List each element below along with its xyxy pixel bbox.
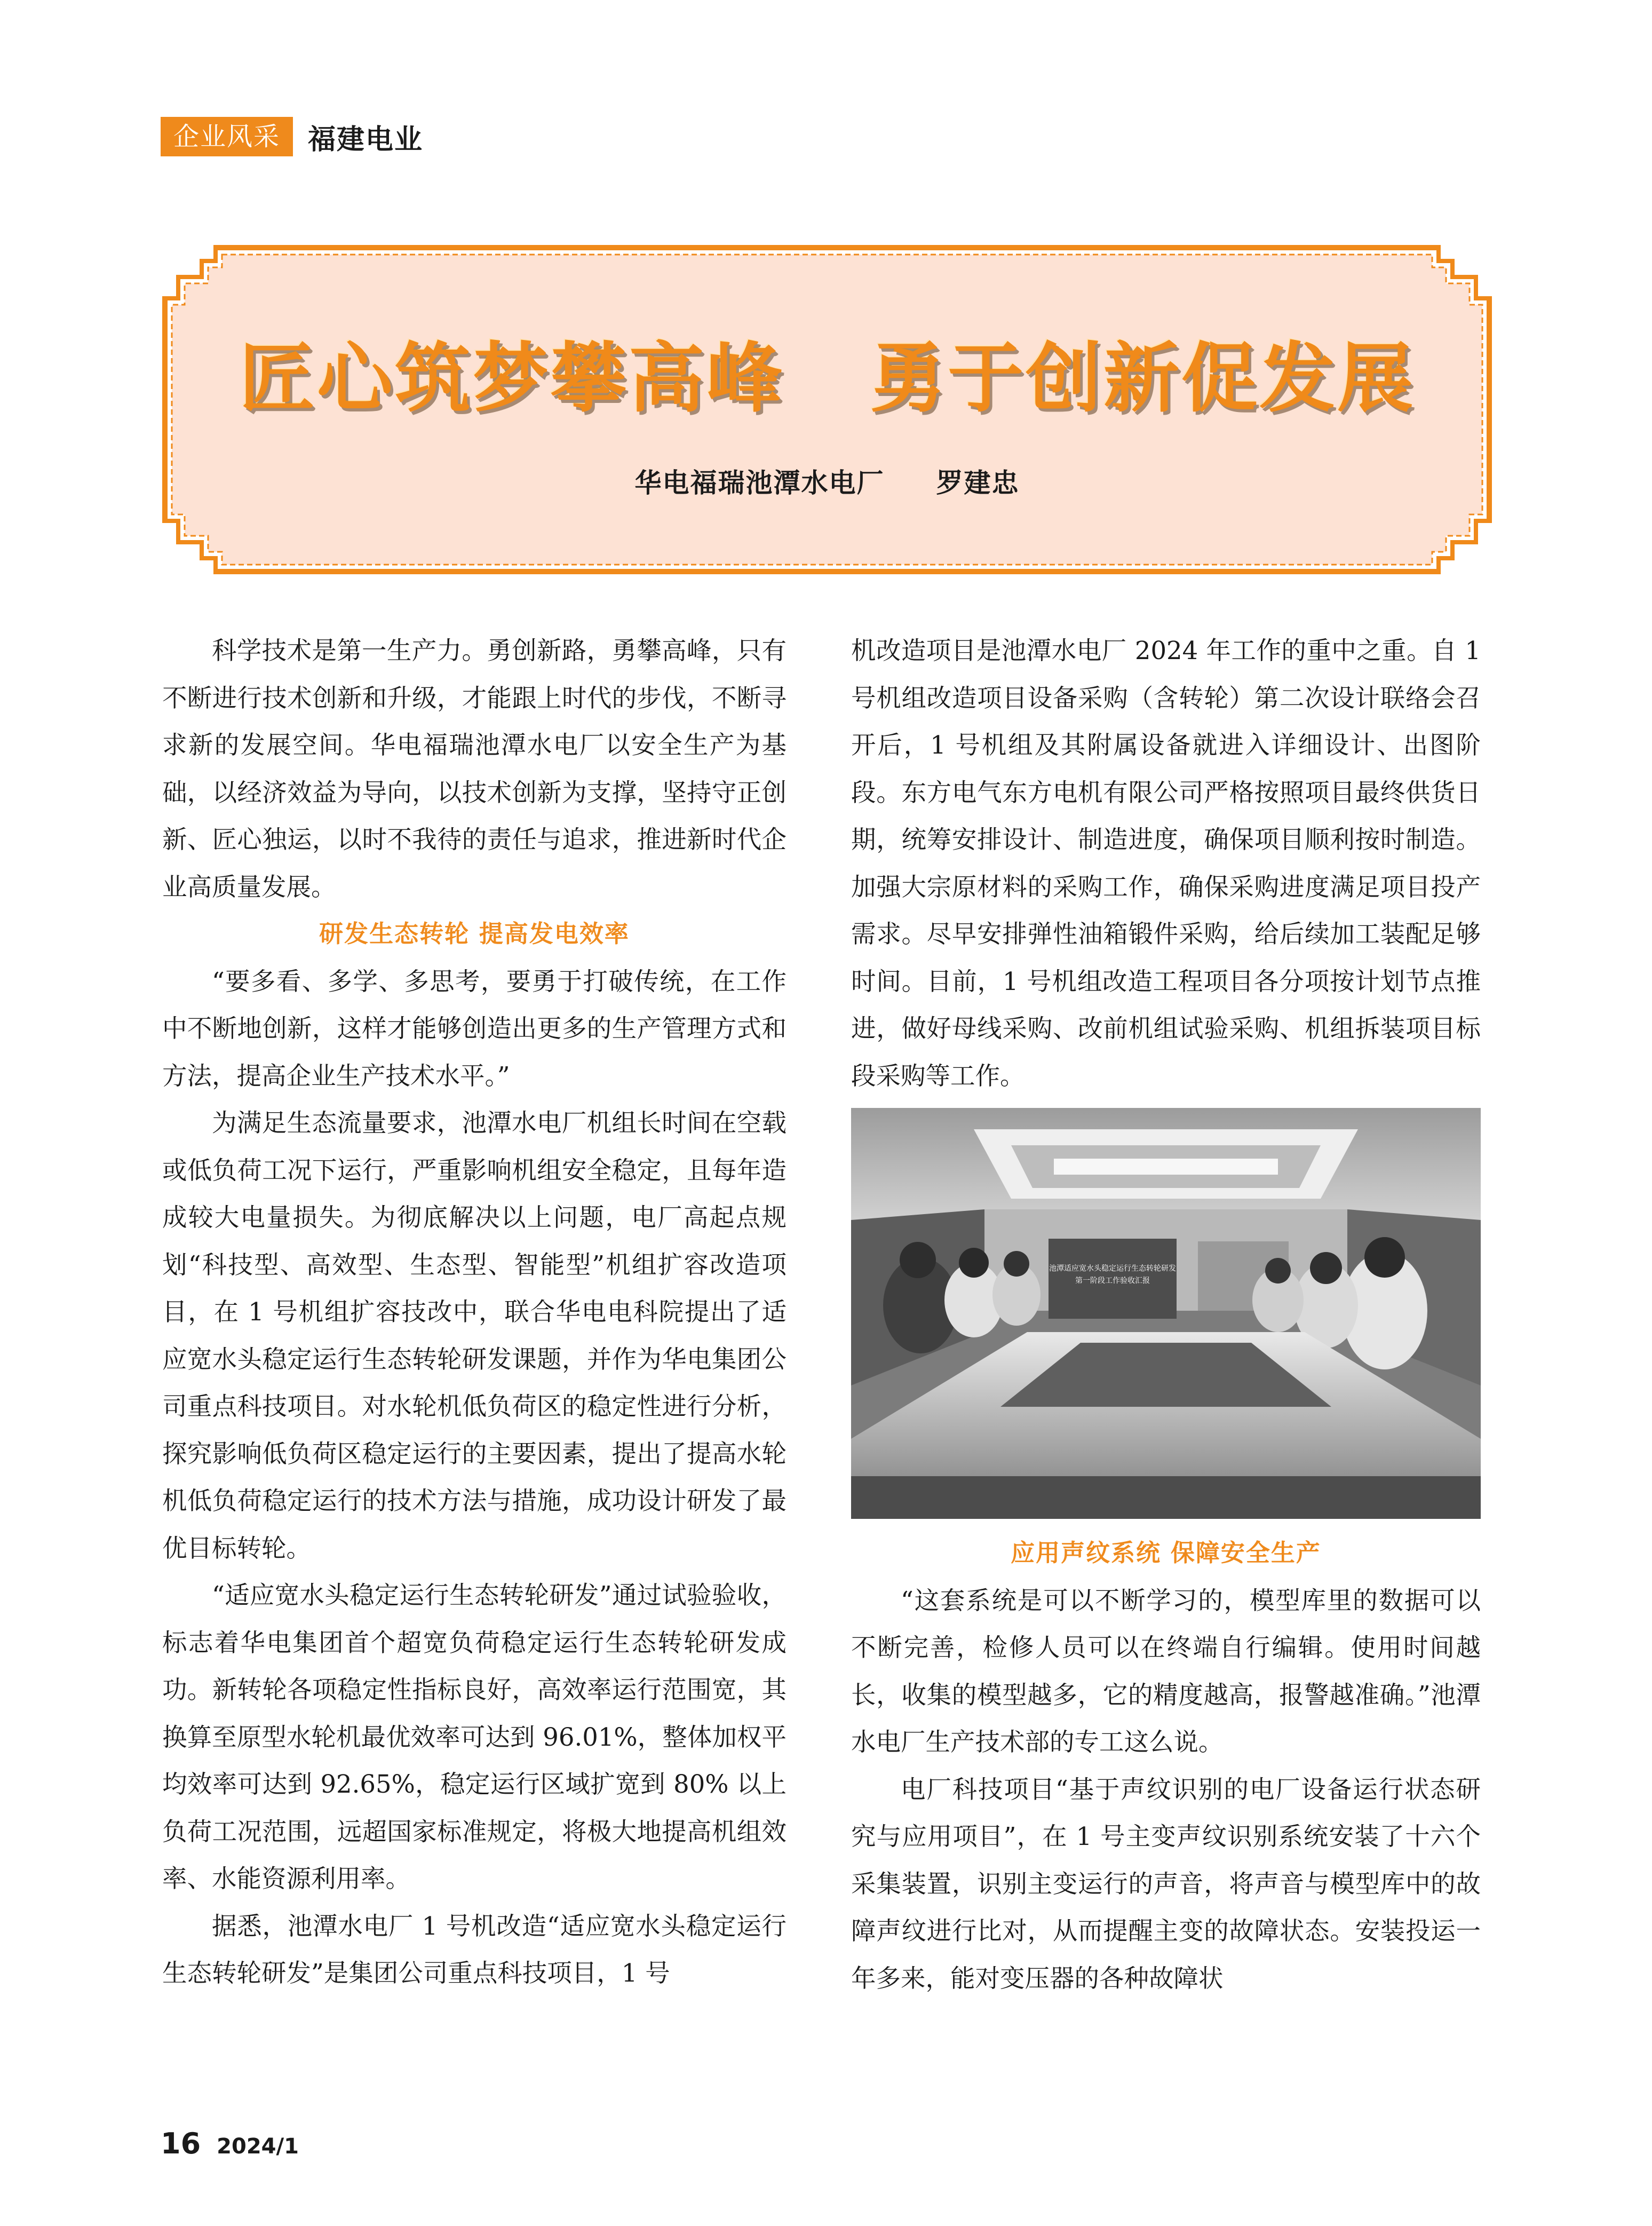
paragraph: 为满足生态流量要求，池潭水电厂机组长时间在空载或低负荷工况下运行，严重影响机组安全稳定，且每年造成较大电量损失。为彻底解决以上问题，电厂高起点规划“科技型、高效型、生态型、智能型”机组扩容改造项目，在 1 号机组扩容技改中，联合华电电科院提出了适应宽水头稳定运行生态转轮研发课题，并作为华电集团公司重点科技项目。对水轮机低负荷区的稳定性进行分析，探究影响低负荷区稳定运行的主要因素，提出了提高水轮机低负荷稳定运行的技术方法与措施，成功设计研发了最优目标转轮。 <box>162 1108 787 1563</box>
paragraph: “适应宽水头稳定运行生态转轮研发”通过试验验收，标志着华电集团首个超宽负荷稳定运行生态转轮研发成功。新转轮各项稳定性指标良好，高效率运行范围宽，其换算至原型水轮机最优效率可达到 96.01%，整体加权平均效率可达到 92.65%，稳定运行区域扩宽到 80% 以上负荷工况范围，远超国家标准规定，将极大地提高机组效率、水能资源利用率。 <box>162 1581 787 1893</box>
paragraph: 据悉，池潭水电厂 1 号机改造“适应宽水头稳定运行生态转轮研发”是集团公司重点科技项目，1 号 <box>162 1911 787 1987</box>
article-title: 匠心筑梦攀高峰 勇于创新促发展 <box>239 335 1416 423</box>
page-number: 16 <box>161 2127 201 2160</box>
left-column <box>162 627 787 1997</box>
meeting-room-photo <box>851 1108 1481 1519</box>
title-banner <box>155 237 1499 582</box>
screen-text-line1: 池潭适应宽水头稳定运行生态转轮研发 <box>1049 1264 1176 1273</box>
paragraph: 机改造项目是池潭水电厂 2024 年工作的重中之重。自 1 号机组改造项目设备采购（含转轮）第二次设计联络会召开后，1 号机组及其附属设备就进入详细设计、出图阶段。东方电气东方电机有限公司严格按照项目最终供货日期，统筹安排设计、制造进度，确保项目顺利按时制造。加强大宗原材料的采购工作，确保采购进度满足项目投产需求。尽早安排弹性油箱锻件采购，给后续加工装配足够时间。目前，1 号机组改造工程项目各分项按计划节点推进，做好母线采购、改前机组试验采购、机组拆装项目标段采购等工作。 <box>851 636 1481 1090</box>
paragraph: “要多看、多学、多思考，要勇于打破传统，在工作中不断地创新，这样才能够创造出更多的生产管理方式和方法，提高企业生产技术水平。” <box>162 967 787 1090</box>
right-column <box>851 627 1481 2002</box>
magazine-name: 福建电业 <box>308 123 424 156</box>
subheading: 应用声纹系统 保障安全生产 <box>1011 1539 1321 1567</box>
paragraph: “这套系统是可以不断学习的，模型库里的数据可以不断完善，检修人员可以在终端自行编辑。使用时间越长，收集的模型越多，它的精度越高，报警越准确。”池潭水电厂生产技术部的专工这么说。 <box>851 1586 1481 1756</box>
section-header <box>161 117 423 156</box>
page-footer <box>161 2127 299 2160</box>
paragraph: 科学技术是第一生产力。勇创新路，勇攀高峰，只有不断进行技术创新和升级，才能跟上时代的步伐，不断寻求新的发展空间。华电福瑞池潭水电厂以安全生产为基础，以经济效益为导向，以技术创新为支撑，坚持守正创新、匠心独运，以时不我待的责任与追求，推进新时代企业高质量发展。 <box>162 636 787 901</box>
section-tag: 企业风采 <box>161 117 293 156</box>
article-byline: 华电福瑞池潭水电厂 罗建忠 <box>634 468 1020 498</box>
paragraph: 电厂科技项目“基于声纹识别的电厂设备运行状态研究与应用项目”，在 1 号主变声纹识别系统安装了十六个采集装置，识别主变运行的声音，将声音与模型库中的故障声纹进行比对，从而提醒主变的故障状态。安装投运一年多来，能对变压器的各种故障状 <box>851 1775 1481 1993</box>
issue-number: 2024/1 <box>217 2134 299 2159</box>
subheading: 研发生态转轮 提高发电效率 <box>319 920 630 948</box>
screen-text-line2: 第一阶段工作验收汇报 <box>1075 1277 1150 1285</box>
